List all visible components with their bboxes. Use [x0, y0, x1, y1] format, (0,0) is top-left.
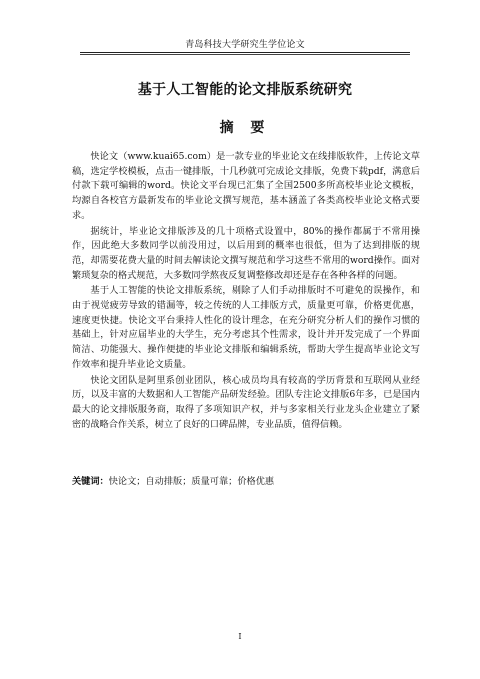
keywords-text: 快论文；自动排版；质量可靠；价格优惠 — [108, 476, 275, 487]
abstract-paragraph-3: 基于人工智能的快论文排版系统，剔除了人们手动排版时不可避免的误操作，和由于视觉疲劳导致的错漏等，较之传统的人工排版方式，质量更可靠，价格更优惠，速度更快捷。快论文平台秉持人性化的设计理念，在充分研究分析人们的操作习惯的基础上，针对应届毕业的大学生，充分考虑其个性需求，设计并开发完成了一个界面简洁、功能强大、操作便捷的毕业论文排版和编辑系统，帮助大学生提高毕业论文写作效率和提升毕业论文质量。 — [72, 285, 420, 370]
header-rule — [80, 52, 410, 55]
abstract-body — [72, 150, 420, 433]
abstract-paragraph-1: 快论文（www.kuai65.com）是一款专业的毕业论文在线排版软件，上传论文草稿，选定学校模板，点击一键排版，十几秒就可完成论文排版，免费下载pdf，满意后付款下载可编辑的word。快论文平台现已汇集了全国2500多所高校毕业论文模板，均源自各校官方最新发布的毕业论文撰写规范，基本涵盖了各类高校毕业论文格式要求。 — [72, 151, 420, 221]
keywords-label: 关键词： — [72, 476, 109, 487]
keywords-line — [72, 475, 420, 489]
abstract-paragraph-2: 据统计，毕业论文排版涉及的几十项格式设置中，80%的操作都属于不常用操作，因此绝大多数同学以前没用过，以后用到的概率也很低，但为了达到排版的规范，却需要花费大量的时间去解读论文撰写规范和学习这些不常用的word操作。面对繁琐复杂的格式规范，大多数同学熬夜反复调整修改却还是存在各种各样的问题。 — [72, 225, 420, 281]
running-header: 青岛科技大学研究生学位论文 — [185, 40, 305, 50]
page-number: I — [238, 632, 242, 641]
thesis-title: 基于人工智能的论文排版系统研究 — [137, 82, 353, 98]
abstract-paragraph-4: 快论文团队是阿里系创业团队，核心成员均具有较高的学历背景和互联网从业经历，以及丰富的大数据和人工智能产品研发经验。团队专注论文排版6年多，已是国内最大的论文排版服务商，取得了多项知识产权，并与多家相关行业龙头企业建立了紧密的战略合作关系，树立了良好的口碑品牌，专业品质，值得信赖。 — [72, 374, 420, 430]
abstract-heading: 摘 要 — [219, 120, 271, 136]
